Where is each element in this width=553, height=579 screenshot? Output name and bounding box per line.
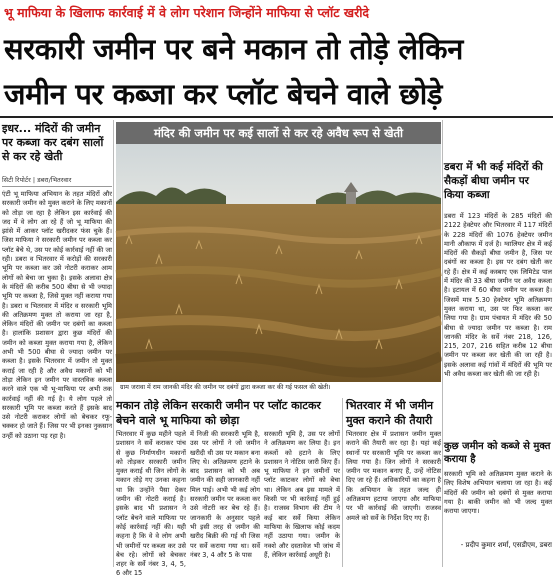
middle-article-text-1: भितरवार में कुछ महीने पहले प्रशासन ने सर्वे कराकर पांच से कुछ निर्माणधीन मकानों को तोड़कर सरकारी जमीन मुक्त कराई थी जिन लोगों के मकान तोड़े गए उनका कहना था कि उन्होंने पैसा देकर जमीन की नोटरी कराई है। इसके बाद भी प्रशासन ने प्लॉट बेचने वाले माफिया पर कोई कार्रवाई नहीं की। यही कहना है कि वे वे लोग अभी भी जमीनों पर कब्जा कर उसे बेच रहे। लोगों को बेचकर शहर के सर्वे नंबर 3, 4, 5, 6 और 15 — [116, 430, 186, 578]
column-divider — [342, 398, 343, 567]
photo-banner: मंदिर की जमीन पर कई सालों से कर रहे अवैध रूप से खेती — [116, 122, 441, 144]
left-article-text: एंटी भू माफिया अभियान के तहत मंदिरों और सरकारी जमीन को मुक्त कराने के लिए मकानों को तोड़ा जा रहा है लेकिन इस कार्रवाई की जद में वे लोग आ रहे हैं जो भू माफिया की झांसे में आकर प्लॉट खरीदकर फंस चुके हैं। जिस माफिया ने सरकारी जमीन पर कब्जा कर प्लॉट बेचे थे, उस पर कोई कार्रवाई नहीं की जा रही। डबरा व भितरवार में करोड़ों की सरकारी भूमि पर कब्जा कर उसे नोटरी कराकर आम लोगों को बेचा जा चुका है। इसके अलावा क्षेत्र के मंदिरों की करीब 500 बीघा से भी ज्यादा भूमि पर कब्जा है, जिसे मुक्त नहीं कराया गया है। डबरा व भितरवार में मंदिर व सरकारी भूमि की अतिक्रमण मुक्त तो कराया जा रहा है, लेकिन मंदिरों की जमीन पर दबंगों का कब्जा है। हालांकि प्रशासन द्वारा कुछ मंदिरों की जमीन को कब्जा मुक्त कराया गया है, लेकिन अभी भी 500 बीघा से ज्यादा जमीन पर कब्जा है। इसके भितरवार में जमीन तो मुक्त कराई जा रही है और अवैध मकानों को भी तोड़ा लेकिन इन जमीन पर वास्तविक कब्जा करने वाले एक भी भू-माफिया पर अभी तक कार्रवाई नहीं की गई है। ये लोग पहले तो सरकारी भूमि पर कब्जा करते हैं इसके बाद उसे नोटरी कराकर लोगों को बेचकर रफू-चक्कर हो जाते हैं। जिस पर भी इनका नुकसान उन्हीं को उठाना पड़ रहा है। — [2, 190, 112, 440]
middle-article-text-2: में निजी की सरकारी भूमि है, उस पर लोगों ने जो जमीन खरीदी थी उस पर मकान बना लिए थे। अतिक्रमण हटाने के बाद प्रशासन को भी अब जमीन की सही जानकारी नहीं मिल पाई। अभी भी कई लोग सरकारी जमीन पर कब्जा कर उसे नोटरी कर बेच रहे हैं। जानकारी के अनुसार पहले भी इसी तरह से जमीन की खरीद बिक्री की गई थी जिस पर सर्वे कराया गया था। सर्वे नंबर 3, 4 और 5 के पास — [190, 430, 260, 559]
reporter-credit: - प्रदीप कुमार शर्मा, एसडीएम, डबरा — [460, 541, 552, 549]
photo-illustration — [116, 144, 441, 382]
right-article-text-2: सरकारी भूमि को अतिक्रमण मुक्त कराने के लिए विशेष अभियान चलाया जा रहा है। कई मंदिरों की जमीन को दबंगों से मुक्त कराया गया है। बाकी जमीन को भी जल्द मुक्त कराया जाएगा। — [444, 470, 552, 516]
middle-article-text-3: सरकारी भूमि है, उस पर लोगों ने अतिक्रमण कर लिया है। इन कब्जों को हटाने के लिए प्रशासन ने नोटिस जारी किए हैं। भू माफिया ने इन जमीनों पर प्लॉट काटकर लोगों को बेचा था। लेकिन अब इस मामले में किसी पर भी कार्रवाई नहीं हुई है। राजस्व विभाग की टीम ने कई बार सर्वे किया लेकिन माफिया के खिलाफ कोई कदम नहीं उठाया गया। जमीन के नक्शे और दस्तावेज भी जांच में हैं, लेकिन कार्रवाई अधूरी है। — [264, 430, 340, 559]
right-subheadline-2: कुछ जमीन को कब्जे से मुक्त कराया है — [444, 441, 551, 465]
right-article-text: डबरा में 123 मंदिरों के 285 मंदिरों की 2122 हेक्टेयर और भितरवार में 117 मंदिरों के 228 मंदिरों की 1076 हेक्टेयर जमीन मानी औकाफ में दर्ज है। ग्वालियर क्षेत्र में कई मंदिरों की सैकड़ों बीघा जमीन है, जिस पर दबंगों का कब्जा है। इस पर दबंग खेती कर रहे हैं। क्षेत्र में कई कस्बाए एक लिमिटेड पाल में मंदिर की 33 बीघा जमीन पर अवैध कब्जा है। इटायल में 60 बीघा जमीन पर कब्जा है। जिसमें मात्र 5.30 हेक्टेयर भूमि अतिक्रमण मुक्त कराया था, उस पर फिर कब्जा कर लिया गया है। ग्राम पंचायत में मंदिर की 50 बीघा से ज्यादा जमीन पर कब्जा है। राम जानकी मंदिर के सर्वे नंबर 218, 126, 215, 207, 216 सहित करीब 12 बीघा जमीन पर कब्जा कर खेती की जा रही है। इसके अलावा कई गांवों में मंदिरों की भूमि पर भी अवैध कब्जा कर खेती की जा रही है। — [444, 212, 552, 379]
kicker-headline: भू माफिया के खिलाफ कार्रवाई में वे लोग परेशान जिन्होंने माफिया से प्लॉट खरीदे — [4, 5, 370, 20]
headline-divider — [0, 116, 553, 118]
main-headline-line-2: जमीन पर कब्जा कर प्लॉट बेचने वाले छोड़े — [4, 77, 443, 111]
middle-subheadline-2: भितरवार में भी जमीन मुक्त कराने की तैयारी — [346, 399, 434, 427]
photo-caption: ग्राम जरावा में राम जानकी मंदिर की जमीन पर दबंगों द्वारा कब्जा कर की गई फसल की खेती। — [120, 384, 331, 391]
middle-article-text-4: भितरवार क्षेत्र में प्रशासन जमीन मुक्त कराने की तैयारी कर रहा है। यहां कई स्थानों पर सरकारी भूमि पर कब्जा कर लिया गया है। जिन लोगों ने सरकारी जमीन पर मकान बनाए हैं, उन्हें नोटिस दिए जा रहे हैं। अधिकारियों का कहना है कि अभियान के तहत जल्द ही अतिक्रमण हटाया जाएगा और माफिया पर भी कार्रवाई की जाएगी। राजस्व अमले को सर्वे के निर्देश दिए गए हैं। — [346, 430, 441, 522]
right-subheadline: डबरा में भी कई मंदिरों की सैकड़ों बीघा जमीन पर किया कब्जा — [444, 161, 543, 201]
column-divider — [442, 120, 443, 567]
left-subheadline: इधर... मंदिरों की जमीन पर कब्जा कर दबंग सालों से कर रहे खेती — [2, 122, 104, 163]
column-divider — [113, 120, 114, 567]
farmland-photo — [116, 144, 441, 382]
middle-subheadline: मकान तोड़े लेकिन सरकारी जमीन पर प्लॉट काटकर बेचने वाले भू माफिया को छोड़ा — [116, 399, 321, 427]
byline: सिटी रिपोर्टर | डबरा/भितरवार — [2, 175, 112, 187]
main-headline-line-1: सरकारी जमीन पर बने मकान तो तोड़े लेकिन — [4, 32, 464, 66]
